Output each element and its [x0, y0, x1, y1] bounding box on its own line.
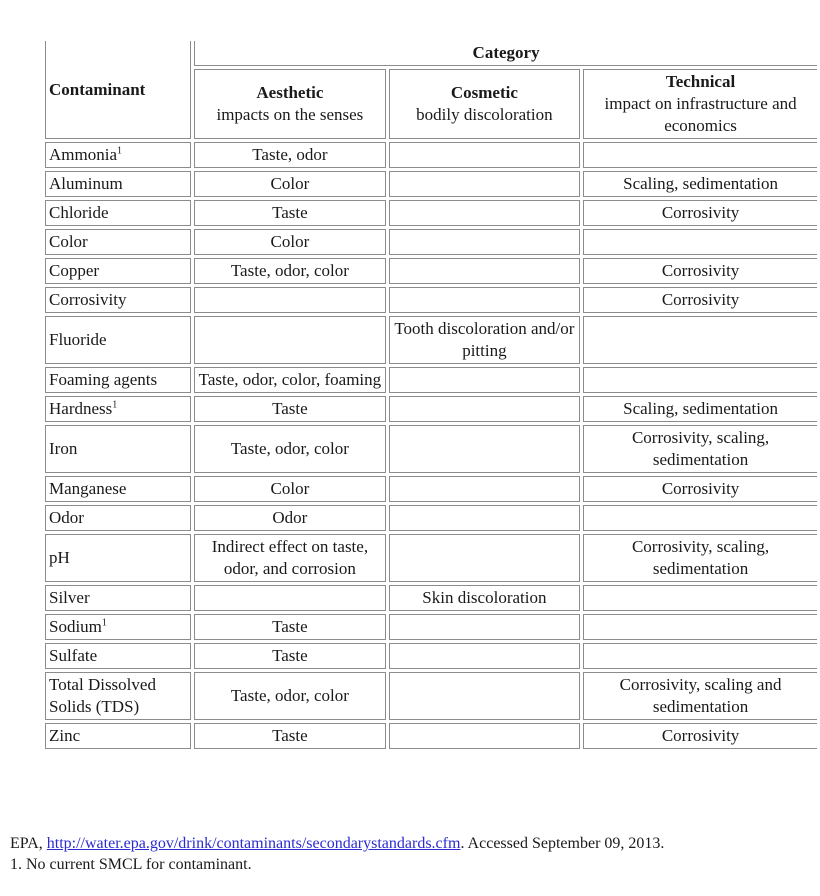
- table-body: [45, 142, 817, 749]
- contaminant-cell: [45, 396, 191, 422]
- technical-cell: [583, 316, 817, 364]
- aesthetic-cell: Taste, odor: [194, 142, 386, 168]
- cosmetic-desc: bodily discoloration: [416, 105, 553, 124]
- technical-cell: Corrosivity: [583, 476, 817, 502]
- aesthetic-cell: Taste, odor, color: [194, 672, 386, 720]
- cosmetic-cell: [389, 287, 581, 313]
- technical-desc: impact on infrastructure and economics: [604, 94, 797, 135]
- contaminant-cell: [45, 585, 191, 611]
- footnote-marker: 1: [112, 399, 118, 411]
- cosmetic-cell: [389, 534, 581, 582]
- aesthetic-cell: Odor: [194, 505, 386, 531]
- contaminant-cell: [45, 316, 191, 364]
- footnote-marker: 1: [101, 617, 107, 629]
- contaminant-name: Foaming agents: [49, 370, 158, 389]
- source-link[interactable]: http://water.epa.gov/drink/contaminants/secondarystandards.cfm: [46, 835, 461, 852]
- cosmetic-cell: [389, 229, 581, 255]
- table-row: [45, 643, 817, 669]
- table-row: [45, 476, 817, 502]
- cosmetic-cell: [389, 142, 581, 168]
- aesthetic-cell: Color: [194, 229, 386, 255]
- technical-cell: Corrosivity: [583, 287, 817, 313]
- table-row: [45, 585, 817, 611]
- contaminant-cell: [45, 614, 191, 640]
- technical-cell: Corrosivity: [583, 258, 817, 284]
- aesthetic-desc: impacts on the senses: [216, 105, 364, 124]
- category-header: Category: [194, 41, 817, 66]
- aesthetic-cell: Indirect effect on taste, odor, and corrosion: [194, 534, 386, 582]
- aesthetic-cell: [194, 316, 386, 364]
- footnote: 1. No current SMCL for contaminant.: [10, 856, 252, 873]
- technical-cell: Corrosivity: [583, 200, 817, 226]
- technical-cell: Corrosivity: [583, 723, 817, 749]
- aesthetic-cell: Taste: [194, 723, 386, 749]
- cosmetic-header: [389, 69, 581, 139]
- aesthetic-cell: Color: [194, 171, 386, 197]
- technical-cell: [583, 367, 817, 393]
- technical-cell: [583, 142, 817, 168]
- contaminant-cell: [45, 229, 191, 255]
- contaminant-name: Total Dissolved Solids (TDS): [49, 675, 156, 716]
- table-row: [45, 534, 817, 582]
- contaminant-name: Fluoride: [49, 330, 107, 349]
- contaminant-cell: [45, 142, 191, 168]
- technical-title: Technical: [665, 72, 736, 91]
- technical-cell: Corrosivity, scaling, sedimentation: [583, 425, 817, 473]
- contaminant-cell: [45, 505, 191, 531]
- contaminant-name: Zinc: [49, 726, 81, 745]
- technical-cell: [583, 643, 817, 669]
- table-row: [45, 505, 817, 531]
- table-row: [45, 367, 817, 393]
- table-row: [45, 142, 817, 168]
- technical-header: [583, 69, 817, 139]
- contaminant-cell: [45, 723, 191, 749]
- contaminant-cell: [45, 367, 191, 393]
- table-row: [45, 287, 817, 313]
- contaminant-cell: [45, 171, 191, 197]
- cosmetic-cell: [389, 672, 581, 720]
- cosmetic-cell: [389, 200, 581, 226]
- contaminant-name: Sodium: [49, 617, 102, 636]
- contaminant-name: Ammonia: [49, 145, 117, 164]
- cosmetic-cell: [389, 396, 581, 422]
- contaminant-name: Sulfate: [49, 646, 98, 665]
- cosmetic-title: Cosmetic: [450, 83, 518, 102]
- aesthetic-cell: Taste: [194, 200, 386, 226]
- table-row: [45, 229, 817, 255]
- contaminant-name: Silver: [49, 588, 90, 607]
- technical-cell: [583, 505, 817, 531]
- aesthetic-cell: [194, 585, 386, 611]
- source-suffix: . Accessed September 09, 2013.: [460, 835, 665, 852]
- contaminant-name: Hardness: [49, 399, 113, 418]
- cosmetic-cell: [389, 258, 581, 284]
- table-row: [45, 316, 817, 364]
- contaminant-cell: [45, 476, 191, 502]
- contaminant-cell: [45, 200, 191, 226]
- technical-cell: Scaling, sedimentation: [583, 396, 817, 422]
- table-row: [45, 672, 817, 720]
- contaminant-cell: [45, 258, 191, 284]
- technical-cell: Corrosivity, scaling, sedimentation: [583, 534, 817, 582]
- contaminant-name: Odor: [49, 508, 84, 527]
- contaminant-name: Copper: [49, 261, 100, 280]
- aesthetic-cell: Taste, odor, color: [194, 425, 386, 473]
- contaminant-name: Color: [49, 232, 88, 251]
- cosmetic-cell: [389, 643, 581, 669]
- technical-cell: Corrosivity, scaling and sedimentation: [583, 672, 817, 720]
- footnote-marker: 1: [117, 145, 122, 157]
- aesthetic-cell: [194, 287, 386, 313]
- table-row: [45, 171, 817, 197]
- cosmetic-cell: [389, 367, 581, 393]
- contaminant-cell: [45, 287, 191, 313]
- cosmetic-cell: Tooth discoloration and/or pitting: [389, 316, 581, 364]
- contaminant-name: Aluminum: [49, 174, 123, 193]
- aesthetic-title: Aesthetic: [256, 83, 324, 102]
- source-prefix: EPA,: [10, 835, 47, 852]
- contaminant-name: Manganese: [49, 479, 127, 498]
- table-row: [45, 258, 817, 284]
- contaminant-name: Chloride: [49, 203, 109, 222]
- aesthetic-cell: Taste, odor, color, foaming: [194, 367, 386, 393]
- contaminant-cell: [45, 643, 191, 669]
- cosmetic-cell: [389, 476, 581, 502]
- contaminant-name: Corrosivity: [49, 290, 127, 309]
- aesthetic-cell: Taste: [194, 614, 386, 640]
- contaminant-name: pH: [49, 548, 70, 567]
- table-row: [45, 396, 817, 422]
- aesthetic-header: [194, 69, 386, 139]
- cosmetic-cell: [389, 505, 581, 531]
- contaminant-header: Contaminant: [45, 41, 191, 139]
- table-row: [45, 614, 817, 640]
- source-citation: [10, 833, 664, 854]
- contaminant-cell: [45, 534, 191, 582]
- contaminant-cell: [45, 672, 191, 720]
- aesthetic-cell: Color: [194, 476, 386, 502]
- smcl-table: [42, 38, 820, 752]
- aesthetic-cell: Taste: [194, 396, 386, 422]
- table-row: [45, 200, 817, 226]
- technical-cell: [583, 614, 817, 640]
- technical-cell: [583, 229, 817, 255]
- aesthetic-cell: Taste, odor, color: [194, 258, 386, 284]
- table-row: [45, 425, 817, 473]
- technical-cell: [583, 585, 817, 611]
- cosmetic-cell: [389, 425, 581, 473]
- cosmetic-cell: [389, 171, 581, 197]
- contaminant-name: Iron: [49, 439, 78, 458]
- aesthetic-cell: Taste: [194, 643, 386, 669]
- contaminant-cell: [45, 425, 191, 473]
- cosmetic-cell: [389, 723, 581, 749]
- cosmetic-cell: [389, 614, 581, 640]
- technical-cell: Scaling, sedimentation: [583, 171, 817, 197]
- table-row: [45, 723, 817, 749]
- cosmetic-cell: Skin discoloration: [389, 585, 581, 611]
